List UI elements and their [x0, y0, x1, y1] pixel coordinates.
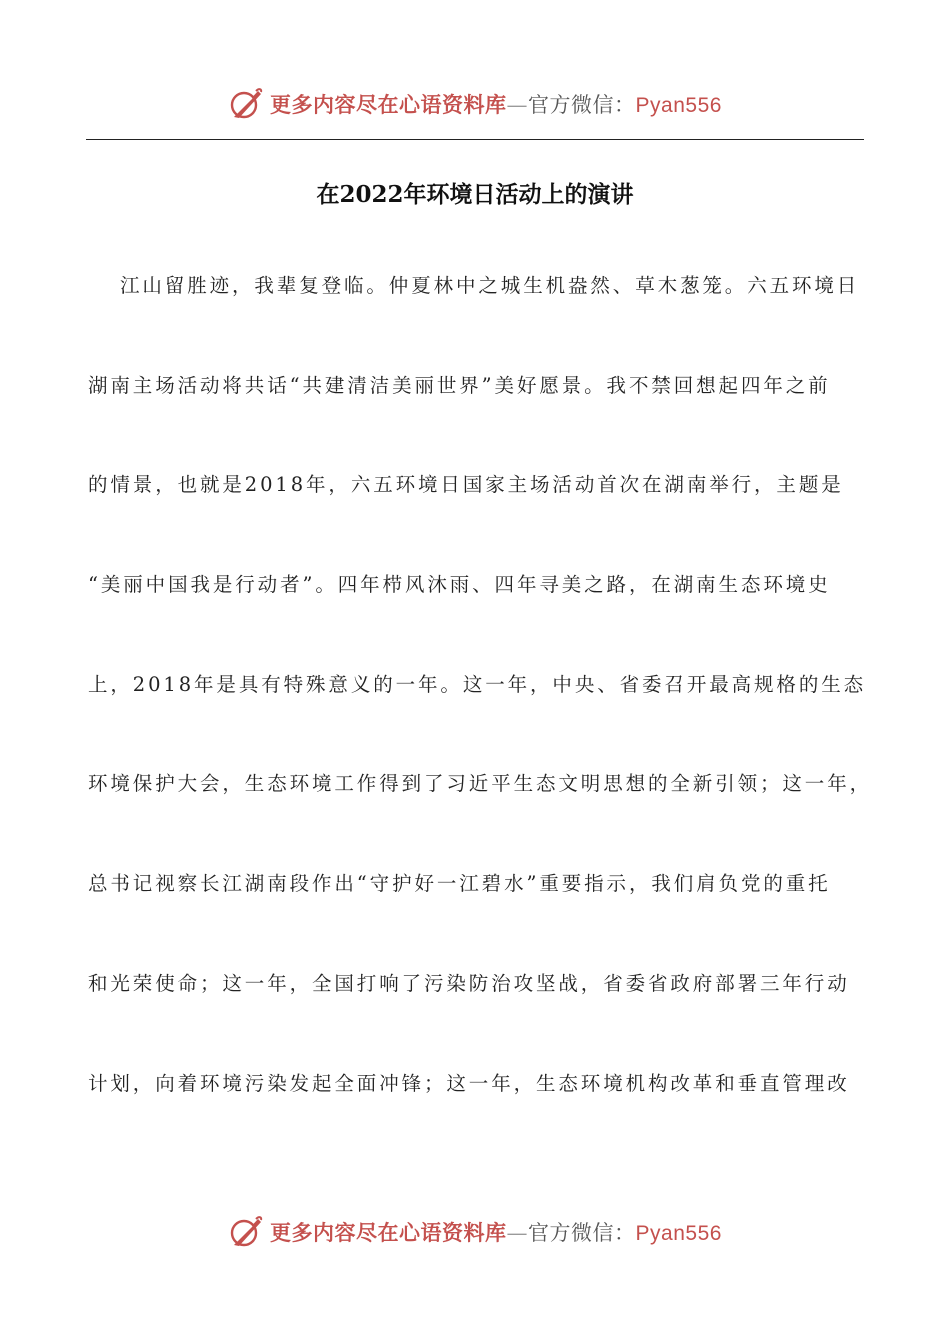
footer-banner [0, 1212, 950, 1252]
body-line: 湖南主场活动将共话“共建清洁美丽世界”美好愿景。我不禁回想起四年之前 [88, 373, 831, 397]
header-site-name: 更多内容尽在心语资料库 [270, 92, 507, 117]
footer-dash: — [506, 1221, 529, 1245]
document-title: 在2022年环境日活动上的演讲 [316, 181, 634, 208]
footer-wechat-id: Pyan556 [635, 1222, 722, 1245]
body-line: 计划，向着环境污染发起全面冲锋；这一年，生态环境机构改革和垂直管理改 [88, 1071, 850, 1095]
body-line: “美丽中国我是行动者”。四年栉风沐雨、四年寻美之路，在湖南生态环境史 [88, 573, 831, 597]
body-line: 环境保护大会，生态环境工作得到了习近平生态文明思想的全新引领；这一年， [88, 772, 873, 796]
body-line: 江山留胜迹，我辈复登临。仲夏林中之城生机盎然、草木葱笼。六五环境日 [120, 274, 860, 297]
document-body [88, 264, 873, 1161]
body-line: 和光荣使命；这一年，全国打响了污染防治攻坚战，省委省政府部署三年行动 [88, 971, 850, 995]
header-banner [0, 84, 950, 124]
footer-wechat-label: 官方微信： [528, 1221, 636, 1245]
header-text [270, 89, 722, 119]
body-line: 的情景，也就是2018年，六五环境日国家主场活动首次在湖南举行，主题是 [88, 473, 844, 497]
header-wechat-id: Pyan556 [635, 94, 722, 117]
footer-text [270, 1217, 722, 1247]
body-line: 上，2018年是具有特殊意义的一年。这一年，中央、省委召开最高规格的生态 [88, 672, 867, 696]
quill-pen-logo-icon [228, 1214, 264, 1250]
header-wechat-label: 官方微信： [528, 93, 636, 117]
footer-site-name: 更多内容尽在心语资料库 [270, 1220, 507, 1245]
header-divider [86, 139, 864, 140]
body-line: 总书记视察长江湖南段作出“守护好一江碧水”重要指示，我们肩负党的重托 [88, 872, 831, 896]
quill-pen-logo-icon [228, 86, 264, 122]
header-dash: — [506, 93, 529, 117]
